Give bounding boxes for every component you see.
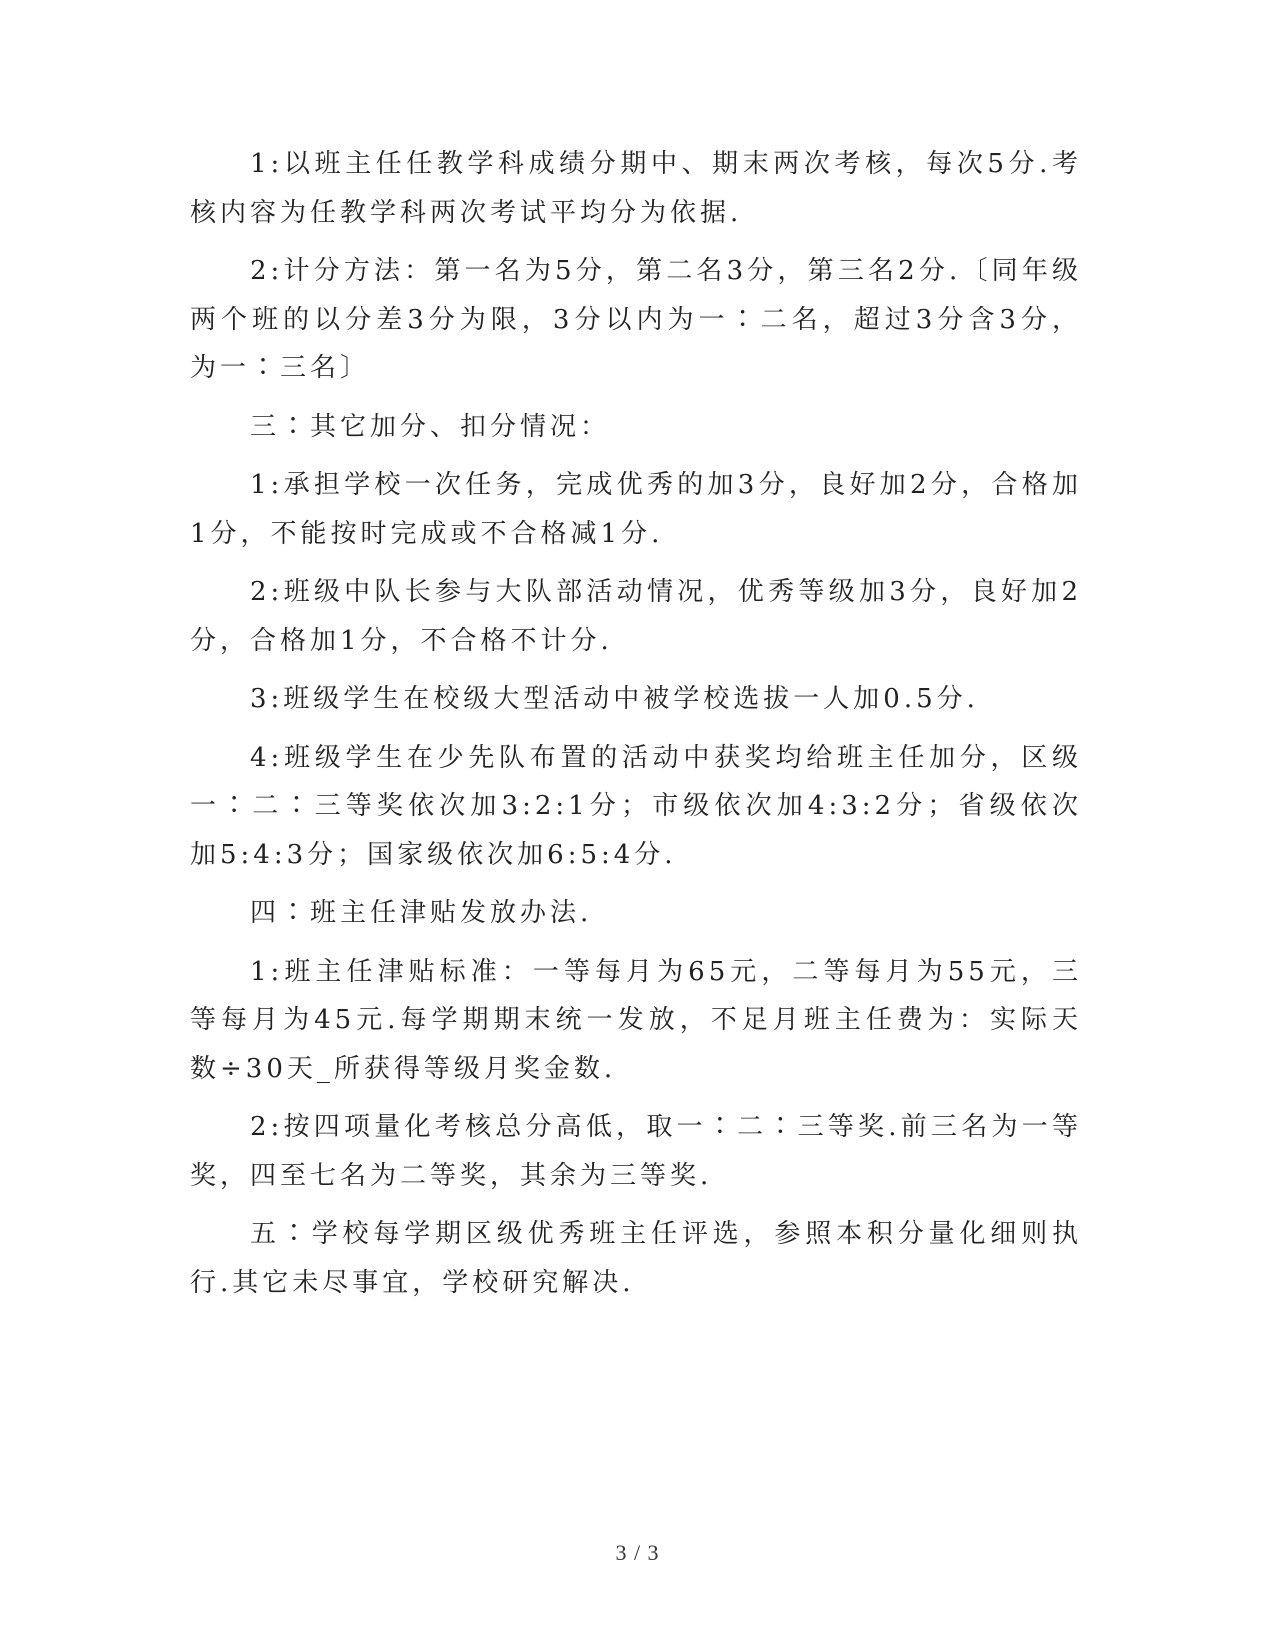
paragraph-allowance-standard: 1:班主任津贴标准：一等每月为65元，二等每月为55元，三等每月为45元.每学期期末统一发放，不足月班主任费为：实际天数÷30天_所获得等级月奖金数. <box>190 956 1082 1084</box>
paragraph-scoring-method: 2:计分方法：第一名为5分，第二名3分，第三名2分.〔同年级两个班的以分差3分为限，3分以内为一∶二名，超过3分含3分，为一∶三名〕 <box>190 256 1082 383</box>
section-heading-other-points: 三∶其它加分、扣分情况： <box>250 411 611 442</box>
paragraph-exam-scoring: 1:以班主任任教学科成绩分期中、期末两次考核，每次5分.考核内容为任教学科两次考试平均分为依据. <box>190 149 1082 228</box>
paragraph-awards: 4:班级学生在少先队布置的活动中获奖均给班主任加分，区级一∶二∶三等奖依次加3:2:1分；市级依次加4:3:2分；省级依次加5:4:3分；国家级依次加6:5:4分. <box>190 742 1082 870</box>
section-heading-allowance: 四∶班主任津贴发放办法. <box>250 898 593 928</box>
document-body <box>190 140 1082 1317</box>
paragraph-school-task: 1:承担学校一次任务，完成优秀的加3分，良好加2分，合格加1分，不能按时完成或不合格减1分. <box>190 470 1082 549</box>
paragraph-evaluation: 五∶学校每学期区级优秀班主任评选，参照本积分量化细则执行.其它未尽事宜，学校研究解决. <box>190 1219 1082 1298</box>
paragraph-ranking: 2:按四项量化考核总分高低，取一∶二∶三等奖.前三名为一等奖，四至七名为二等奖，其余为三等奖. <box>190 1112 1082 1191</box>
page-number: 3 / 3 <box>615 1540 660 1565</box>
paragraph-student-selection: 3:班级学生在校级大型活动中被学校选拔一人加0.5分. <box>250 684 979 714</box>
paragraph-squadron-leader: 2:班级中队长参与大队部活动情况，优秀等级加3分，良好加2分，合格加1分，不合格不计分. <box>190 577 1082 656</box>
